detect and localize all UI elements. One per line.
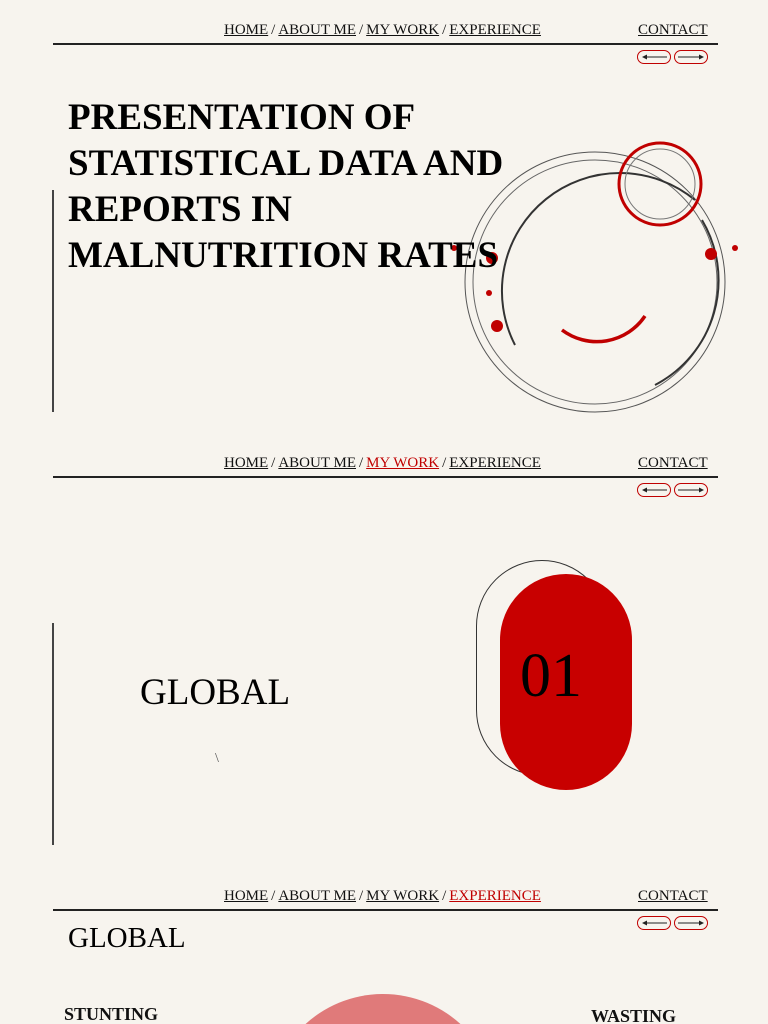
- arrow-right-icon: [675, 484, 709, 498]
- header-rule: [53, 476, 718, 478]
- next-button[interactable]: [674, 50, 708, 64]
- section-number: 01: [520, 642, 582, 710]
- nav-separator: /: [442, 455, 447, 471]
- nav-separator: /: [442, 888, 447, 904]
- nav-separator: /: [271, 888, 276, 904]
- arrow-left-icon: [638, 484, 672, 498]
- arrow-right-icon: [675, 917, 709, 931]
- left-accent-line: [52, 623, 54, 845]
- nav-contact[interactable]: CONTACT: [638, 455, 708, 471]
- nav-experience[interactable]: EXPERIENCE: [449, 455, 541, 471]
- prev-button[interactable]: [637, 50, 671, 64]
- slide-title: [0, 0, 768, 433]
- nav-experience[interactable]: EXPERIENCE: [449, 888, 541, 904]
- nav-separator: /: [359, 888, 364, 904]
- nav-my-work[interactable]: MY WORK: [366, 888, 440, 904]
- nav-about-me[interactable]: ABOUT ME: [278, 888, 356, 904]
- slide-section: [0, 433, 768, 866]
- prev-button[interactable]: [637, 483, 671, 497]
- slide-global-stats: [0, 866, 768, 1024]
- presentation-title: [68, 95, 538, 279]
- nav-my-work[interactable]: MY WORK: [366, 455, 440, 471]
- nav-home[interactable]: HOME: [224, 22, 269, 38]
- left-accent-line: [52, 190, 54, 412]
- nav-my-work[interactable]: MY WORK: [366, 22, 440, 38]
- top-nav: [224, 22, 541, 39]
- nav-separator: /: [271, 455, 276, 471]
- nav-about-me[interactable]: ABOUT ME: [278, 455, 356, 471]
- header-rule: [53, 909, 718, 911]
- arrow-left-icon: [638, 51, 672, 65]
- prev-button[interactable]: [637, 916, 671, 930]
- nav-about-me[interactable]: ABOUT ME: [278, 22, 356, 38]
- next-button[interactable]: [674, 916, 708, 930]
- title-line: PRESENTATION OF: [68, 97, 416, 138]
- nav-separator: /: [271, 22, 276, 38]
- slide-arrows: [637, 483, 709, 499]
- top-nav: [224, 455, 541, 472]
- nav-experience[interactable]: EXPERIENCE: [449, 22, 541, 38]
- slide-arrows: [637, 916, 709, 932]
- arrow-left-icon: [638, 917, 672, 931]
- slide-arrows: [637, 50, 709, 66]
- wasting-label: WASTING: [591, 1006, 677, 1024]
- header-rule: [53, 43, 718, 45]
- nav-separator: /: [359, 455, 364, 471]
- stray-mark: \: [215, 751, 219, 766]
- title-line: STATISTICAL DATA AND: [68, 143, 504, 184]
- nav-contact[interactable]: CONTACT: [638, 22, 708, 38]
- arrow-right-icon: [675, 51, 709, 65]
- top-nav: [224, 888, 541, 905]
- next-button[interactable]: [674, 483, 708, 497]
- title-line: MALNUTRITION RATES: [68, 235, 499, 276]
- slide-heading: GLOBAL: [68, 922, 186, 954]
- title-line: REPORTS IN: [68, 189, 292, 230]
- nav-home[interactable]: HOME: [224, 888, 269, 904]
- section-label: GLOBAL: [140, 672, 291, 713]
- nav-separator: /: [442, 22, 447, 38]
- stunting-label: STUNTING: [64, 1004, 159, 1024]
- nav-separator: /: [359, 22, 364, 38]
- nav-home[interactable]: HOME: [224, 455, 269, 471]
- pink-circle: [268, 994, 498, 1024]
- nav-contact[interactable]: CONTACT: [638, 888, 708, 904]
